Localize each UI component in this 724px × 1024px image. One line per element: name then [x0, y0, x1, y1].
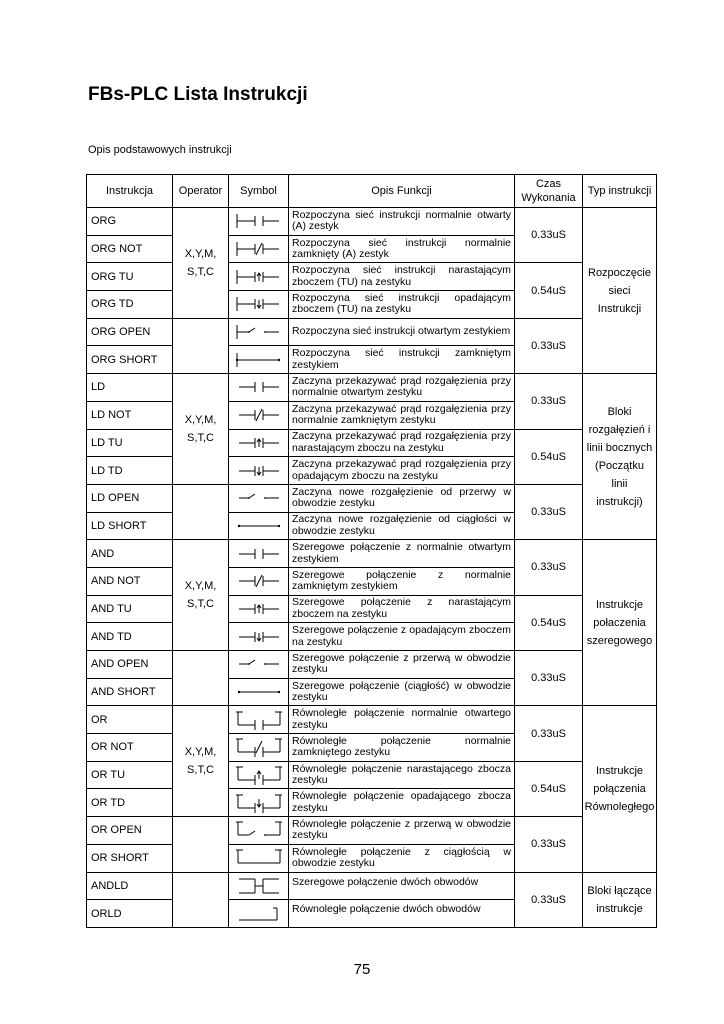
- description-cell: Rozpoczyna sieć instrukcji narastającym zboczem (TU) na zestyku: [289, 263, 515, 291]
- text-line: S,T,C: [187, 764, 214, 777]
- section-subtitle: Opis podstawowych instrukcji: [88, 144, 232, 156]
- instruction-name: LD NOT: [87, 401, 173, 429]
- ladder-symbol-icon: [229, 235, 289, 263]
- execution-time: 0.33uS: [515, 706, 583, 761]
- description-cell: Zaczyna przekazywać prąd rozgałęzienia przy opadającym zboczu na zestyku: [289, 457, 515, 485]
- table-row: [87, 761, 657, 789]
- text-line: linii: [611, 477, 628, 490]
- description-cell: Równoległe połączenie normalnie zamkniętego zestyku: [289, 734, 515, 762]
- instruction-name: ORLD: [87, 900, 173, 928]
- description-cell: Zaczyna nowe rozgałęzienie od ciągłości w obwodzie zestyku: [289, 512, 515, 540]
- ladder-symbol-icon: [229, 623, 289, 651]
- text-line: X,Y,M,: [184, 414, 217, 426]
- description-cell: Szeregowe połączenie (ciągłość) w obwodzie zestyku: [289, 678, 515, 706]
- ladder-symbol-icon: [229, 817, 289, 845]
- ladder-symbol-icon: [229, 734, 289, 762]
- description-cell: Równoległe połączenie z ciągłością w obwodzie zestyku: [289, 844, 515, 872]
- description-cell: Rozpoczyna sieć instrukcji otwartym zestykiem: [289, 318, 515, 346]
- table-row: [87, 872, 657, 900]
- ladder-symbol-icon: [229, 263, 289, 291]
- text-line: sieci: [608, 284, 631, 297]
- execution-time: 0.33uS: [515, 651, 583, 706]
- instruction-type: [583, 540, 657, 706]
- text-line: połaczenia: [593, 616, 646, 629]
- execution-time: 0.54uS: [515, 595, 583, 650]
- ladder-symbol-icon: [229, 872, 289, 900]
- instruction-name: ANDLD: [87, 872, 173, 900]
- instruction-name: LD TD: [87, 457, 173, 485]
- operator-cell: [173, 318, 229, 373]
- page-number: 75: [353, 961, 371, 978]
- ladder-symbol-icon: [229, 567, 289, 595]
- instruction-table: [86, 174, 657, 928]
- description-cell: Rozpoczyna sieć instrukcji normalnie zamknięty (A) zestyk: [289, 235, 515, 263]
- table-row: [87, 706, 657, 734]
- ladder-symbol-icon: [229, 900, 289, 928]
- ladder-symbol-icon: [229, 595, 289, 623]
- description-cell: Równoległe połączenie dwóch obwodów: [289, 900, 515, 928]
- ladder-symbol-icon: [229, 484, 289, 512]
- operator-cell: [173, 706, 229, 817]
- operator-cell: [173, 872, 229, 927]
- text-line: S,T,C: [187, 432, 214, 444]
- ladder-symbol-icon: [229, 429, 289, 457]
- description-cell: Zaczyna przekazywać prąd rozgałęzienia przy narastającym zboczu na zestyku: [289, 429, 515, 457]
- ladder-symbol-icon: [229, 844, 289, 872]
- instruction-name: AND NOT: [87, 567, 173, 595]
- instruction-name: OR TD: [87, 789, 173, 817]
- instruction-name: LD SHORT: [87, 512, 173, 540]
- header-symbol: Symbol: [229, 175, 289, 208]
- table-row: [87, 484, 657, 512]
- description-cell: Szeregowe połączenie z opadającym zboczem na zestyku: [289, 623, 515, 651]
- instruction-name: OR OPEN: [87, 817, 173, 845]
- description-cell: Równoległe połączenie normalnie otwartego zestyku: [289, 706, 515, 734]
- table-header-row: [87, 175, 657, 208]
- instruction-name: AND TU: [87, 595, 173, 623]
- text-line: (Początku: [595, 459, 644, 472]
- ladder-symbol-icon: [229, 401, 289, 429]
- instruction-name: ORG TU: [87, 263, 173, 291]
- execution-time: 0.33uS: [515, 374, 583, 429]
- instruction-name: AND OPEN: [87, 651, 173, 679]
- header-instruction: Instrukcja: [87, 175, 173, 208]
- operator-cell: [173, 208, 229, 319]
- text-line: Bloki łączące: [587, 884, 652, 897]
- text-line: Bloki: [607, 405, 632, 418]
- instruction-name: ORG: [87, 208, 173, 236]
- operator-cell: [173, 374, 229, 485]
- header-instruction-type: Typ instrukcji: [583, 175, 657, 208]
- description-cell: Szeregowe połączenie dwóch obwodów: [289, 872, 515, 900]
- execution-time: 0.33uS: [515, 540, 583, 595]
- instruction-name: AND: [87, 540, 173, 568]
- text-line: X,Y,M,: [184, 247, 217, 260]
- ladder-symbol-icon: [229, 318, 289, 346]
- instruction-name: ORG NOT: [87, 235, 173, 263]
- ladder-symbol-icon: [229, 291, 289, 319]
- instruction-name: ORG OPEN: [87, 318, 173, 346]
- description-cell: Rozpoczyna sieć instrukcji opadającym zboczem (TU) na zestyku: [289, 291, 515, 319]
- table-row: [87, 318, 657, 346]
- table-row: [87, 208, 657, 236]
- instruction-name: AND SHORT: [87, 678, 173, 706]
- text-line: instrukcje: [596, 902, 643, 915]
- ladder-symbol-icon: [229, 678, 289, 706]
- instruction-name: OR NOT: [87, 734, 173, 762]
- instruction-name: OR TU: [87, 761, 173, 789]
- table-row: [87, 429, 657, 457]
- text-line: S,T,C: [187, 598, 214, 611]
- description-cell: Szeregowe połączenie z normalnie otwartym zestykiem: [289, 540, 515, 568]
- instruction-name: ORG SHORT: [87, 346, 173, 374]
- text-line: Instrukcje: [595, 598, 644, 611]
- text-line: Instrukcje: [595, 764, 644, 777]
- ladder-symbol-icon: [229, 789, 289, 817]
- execution-time: 0.54uS: [515, 263, 583, 318]
- description-cell: Rozpoczyna sieć instrukcji zamkniętym zestykiem: [289, 346, 515, 374]
- ladder-symbol-icon: [229, 457, 289, 485]
- execution-time: 0.33uS: [515, 872, 583, 927]
- ladder-symbol-icon: [229, 512, 289, 540]
- instruction-name: LD TU: [87, 429, 173, 457]
- description-cell: Równoległe połączenie opadającego zbocza zestyku: [289, 789, 515, 817]
- execution-time: 0.33uS: [515, 817, 583, 872]
- instruction-type: [583, 872, 657, 927]
- header-description: Opis Funkcji: [289, 175, 515, 208]
- execution-time: 0.33uS: [515, 208, 583, 263]
- instruction-type: [583, 374, 657, 540]
- text-line: instrukcji): [596, 495, 643, 508]
- description-cell: Równoległe połączenie z przerwą w obwodzie zestyku: [289, 817, 515, 845]
- table-row: [87, 263, 657, 291]
- table-row: [87, 540, 657, 568]
- instruction-name: LD: [87, 374, 173, 402]
- description-cell: Zaczyna przekazywać prąd rozgałęzienia przy normalnie otwartym zestyku: [289, 374, 515, 402]
- page-title: FBs-PLC Lista Instrukcji: [88, 84, 308, 105]
- operator-cell: [173, 651, 229, 706]
- text-line: połączenia: [593, 782, 646, 795]
- instruction-name: OR SHORT: [87, 844, 173, 872]
- text-line: S,T,C: [187, 265, 214, 278]
- execution-time: 0.54uS: [515, 429, 583, 484]
- text-line: X,Y,M,: [184, 746, 217, 759]
- instruction-name: AND TD: [87, 623, 173, 651]
- ladder-symbol-icon: [229, 346, 289, 374]
- header-operator: Operator: [173, 175, 229, 208]
- text-line: rozgałęzień i: [588, 423, 651, 436]
- text-line: Rozpoczęcie: [588, 266, 651, 279]
- description-cell: Szeregowe połączenie z narastającym zboczem na zestyku: [289, 595, 515, 623]
- operator-cell: [173, 817, 229, 872]
- table-row: [87, 374, 657, 402]
- table-row: [87, 595, 657, 623]
- table-row: [87, 817, 657, 845]
- ladder-symbol-icon: [229, 374, 289, 402]
- description-cell: Szeregowe połączenie z normalnie zamkniętym zestykiem: [289, 567, 515, 595]
- operator-cell: [173, 540, 229, 651]
- execution-time: 0.33uS: [515, 484, 583, 539]
- ladder-symbol-icon: [229, 761, 289, 789]
- ladder-symbol-icon: [229, 706, 289, 734]
- text-line: Instrukcji: [597, 302, 642, 315]
- operator-cell: [173, 484, 229, 539]
- header-execution-time: Czas Wykonania: [515, 175, 583, 208]
- description-cell: Zaczyna przekazywać prąd rozgałęzienia przy normalnie zamkniętym zestyku: [289, 401, 515, 429]
- ladder-symbol-icon: [229, 651, 289, 679]
- description-cell: Równoległe połączenie narastającego zbocza zestyku: [289, 761, 515, 789]
- instruction-name: LD OPEN: [87, 484, 173, 512]
- execution-time: 0.54uS: [515, 761, 583, 816]
- instruction-type: [583, 706, 657, 872]
- instruction-name: ORG TD: [87, 291, 173, 319]
- execution-time: 0.33uS: [515, 318, 583, 373]
- description-cell: Szeregowe połączenie z przerwą w obwodzie zestyku: [289, 651, 515, 679]
- text-line: X,Y,M,: [184, 580, 217, 593]
- table-row: [87, 651, 657, 679]
- ladder-symbol-icon: [229, 208, 289, 236]
- text-line: linii bocznych: [586, 441, 653, 454]
- ladder-symbol-icon: [229, 540, 289, 568]
- description-cell: Rozpoczyna sieć instrukcji normalnie otwarty (A) zestyk: [289, 208, 515, 236]
- text-line: szeregowego: [586, 634, 653, 647]
- text-line: Równoległego: [584, 800, 655, 813]
- instruction-name: OR: [87, 706, 173, 734]
- instruction-type: [583, 208, 657, 374]
- description-cell: Zaczyna nowe rozgałęzienie od przerwy w obwodzie zestyku: [289, 484, 515, 512]
